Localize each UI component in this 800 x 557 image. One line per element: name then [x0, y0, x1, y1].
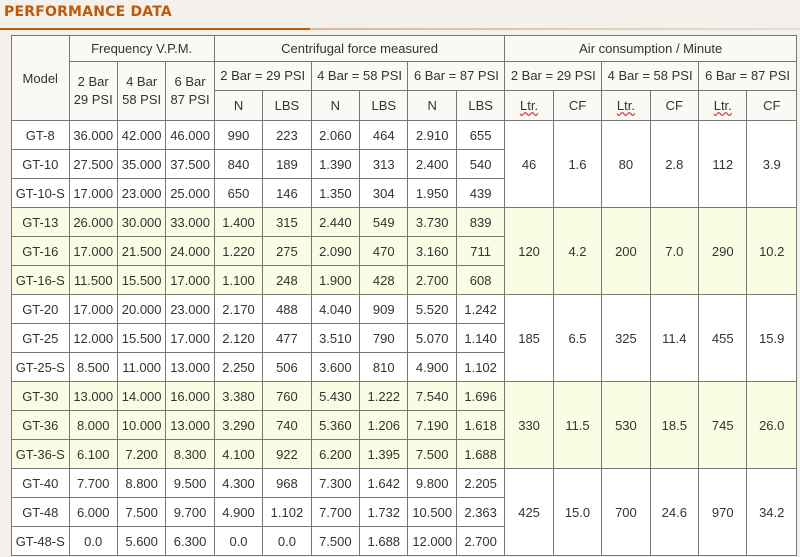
air-2bar-cf-cell: 1.6 — [553, 121, 601, 208]
table-row — [12, 295, 797, 324]
air-2bar-cf-cell: 4.2 — [553, 208, 601, 295]
air-6bar-ltr-cell: 745 — [699, 382, 747, 469]
air-6bar-ltr-cell: 290 — [699, 208, 747, 295]
force-2bar-lbs-cell: 968 — [263, 469, 311, 498]
unit-header: Ltr. — [505, 91, 553, 121]
air-pressure-header: 6 Bar = 87 PSI — [699, 62, 797, 91]
force-4bar-lbs-cell: 464 — [360, 121, 408, 150]
force-2bar-lbs-cell: 223 — [263, 121, 311, 150]
unit-header: N — [311, 91, 359, 121]
air-4bar-cf-cell: 11.4 — [650, 295, 698, 382]
freq-4bar-cell: 7.500 — [117, 498, 165, 527]
force-2bar-n-cell: 2.120 — [214, 324, 262, 353]
unit-header: LBS — [456, 91, 504, 121]
freq-6bar-cell: 8.300 — [166, 440, 214, 469]
force-6bar-n-cell: 3.730 — [408, 208, 456, 237]
freq-6bar-cell: 13.000 — [166, 411, 214, 440]
force-6bar-lbs-cell: 655 — [456, 121, 504, 150]
freq-2bar-cell: 6.100 — [69, 440, 117, 469]
model-cell: GT-8 — [12, 121, 70, 150]
force-4bar-n-cell: 2.440 — [311, 208, 359, 237]
force-2bar-n-cell: 990 — [214, 121, 262, 150]
freq-2bar-cell: 17.000 — [69, 179, 117, 208]
unit-header: CF — [650, 91, 698, 121]
table-header — [12, 36, 797, 121]
air-6bar-cf-cell: 34.2 — [747, 469, 797, 556]
force-4bar-n-cell: 6.200 — [311, 440, 359, 469]
air-6bar-cf-cell: 3.9 — [747, 121, 797, 208]
freq-4bar-cell: 23.000 — [117, 179, 165, 208]
freq-6bar-cell: 13.000 — [166, 353, 214, 382]
freq-4bar-cell: 10.000 — [117, 411, 165, 440]
freq-pressure-header: 2 Bar 29 PSI — [69, 62, 117, 121]
force-6bar-n-cell: 12.000 — [408, 527, 456, 556]
model-header: Model — [12, 36, 70, 121]
air-4bar-ltr-cell: 325 — [602, 295, 650, 382]
title-underline — [0, 28, 800, 30]
unit-header: N — [214, 91, 262, 121]
force-6bar-n-cell: 4.900 — [408, 353, 456, 382]
air-2bar-cf-cell: 15.0 — [553, 469, 601, 556]
freq-2bar-cell: 12.000 — [69, 324, 117, 353]
force-6bar-lbs-cell: 2.205 — [456, 469, 504, 498]
force-6bar-n-cell: 9.800 — [408, 469, 456, 498]
force-4bar-n-cell: 4.040 — [311, 295, 359, 324]
freq-4bar-cell: 7.200 — [117, 440, 165, 469]
force-2bar-lbs-cell: 0.0 — [263, 527, 311, 556]
force-6bar-lbs-cell: 2.700 — [456, 527, 504, 556]
force-2bar-lbs-cell: 189 — [263, 150, 311, 179]
freq-6bar-cell: 25.000 — [166, 179, 214, 208]
freq-4bar-cell: 14.000 — [117, 382, 165, 411]
model-cell: GT-48-S — [12, 527, 70, 556]
air-2bar-ltr-cell: 46 — [505, 121, 553, 208]
force-4bar-lbs-cell: 1.222 — [360, 382, 408, 411]
air-4bar-cf-cell: 24.6 — [650, 469, 698, 556]
force-2bar-n-cell: 4.300 — [214, 469, 262, 498]
unit-header: N — [408, 91, 456, 121]
force-4bar-n-cell: 1.900 — [311, 266, 359, 295]
model-cell: GT-25-S — [12, 353, 70, 382]
force-6bar-lbs-cell: 1.618 — [456, 411, 504, 440]
force-2bar-lbs-cell: 315 — [263, 208, 311, 237]
force-4bar-lbs-cell: 909 — [360, 295, 408, 324]
air-4bar-ltr-cell: 200 — [602, 208, 650, 295]
force-2bar-n-cell: 2.250 — [214, 353, 262, 382]
force-6bar-n-cell: 1.950 — [408, 179, 456, 208]
force-4bar-n-cell: 5.430 — [311, 382, 359, 411]
table-row — [12, 208, 797, 237]
unit-header: CF — [747, 91, 797, 121]
air-2bar-ltr-cell: 425 — [505, 469, 553, 556]
force-6bar-lbs-cell: 608 — [456, 266, 504, 295]
force-6bar-n-cell: 2.910 — [408, 121, 456, 150]
freq-4bar-cell: 15.500 — [117, 266, 165, 295]
model-cell: GT-10-S — [12, 179, 70, 208]
freq-pressure-header: 6 Bar 87 PSI — [166, 62, 214, 121]
freq-4bar-cell: 35.000 — [117, 150, 165, 179]
force-4bar-n-cell: 2.060 — [311, 121, 359, 150]
force-6bar-n-cell: 5.520 — [408, 295, 456, 324]
force-4bar-lbs-cell: 1.642 — [360, 469, 408, 498]
air-4bar-ltr-cell: 530 — [602, 382, 650, 469]
freq-2bar-cell: 26.000 — [69, 208, 117, 237]
freq-4bar-cell: 20.000 — [117, 295, 165, 324]
model-cell: GT-25 — [12, 324, 70, 353]
freq-4bar-cell: 42.000 — [117, 121, 165, 150]
air-4bar-ltr-cell: 80 — [602, 121, 650, 208]
air-4bar-ltr-cell: 700 — [602, 469, 650, 556]
freq-4bar-cell: 5.600 — [117, 527, 165, 556]
air-6bar-ltr-cell: 112 — [699, 121, 747, 208]
force-4bar-n-cell: 1.390 — [311, 150, 359, 179]
freq-6bar-cell: 24.000 — [166, 237, 214, 266]
air-6bar-cf-cell: 26.0 — [747, 382, 797, 469]
table-row — [12, 121, 797, 150]
force-2bar-lbs-cell: 760 — [263, 382, 311, 411]
force-4bar-n-cell: 3.510 — [311, 324, 359, 353]
freq-pressure-header: 4 Bar 58 PSI — [117, 62, 165, 121]
freq-2bar-cell: 8.000 — [69, 411, 117, 440]
force-2bar-lbs-cell: 488 — [263, 295, 311, 324]
freq-6bar-cell: 46.000 — [166, 121, 214, 150]
freq-2bar-cell: 7.700 — [69, 469, 117, 498]
air-2bar-cf-cell: 6.5 — [553, 295, 601, 382]
model-cell: GT-36-S — [12, 440, 70, 469]
force-6bar-n-cell: 7.500 — [408, 440, 456, 469]
freq-4bar-cell: 30.000 — [117, 208, 165, 237]
force-4bar-n-cell: 7.700 — [311, 498, 359, 527]
freq-2bar-cell: 8.500 — [69, 353, 117, 382]
force-4bar-lbs-cell: 470 — [360, 237, 408, 266]
force-2bar-lbs-cell: 922 — [263, 440, 311, 469]
force-4bar-lbs-cell: 1.206 — [360, 411, 408, 440]
force-4bar-n-cell: 5.360 — [311, 411, 359, 440]
air-2bar-ltr-cell: 330 — [505, 382, 553, 469]
force-2bar-n-cell: 650 — [214, 179, 262, 208]
performance-table — [11, 35, 797, 556]
force-6bar-lbs-cell: 1.688 — [456, 440, 504, 469]
force-6bar-n-cell: 5.070 — [408, 324, 456, 353]
air-4bar-cf-cell: 7.0 — [650, 208, 698, 295]
force-6bar-n-cell: 2.400 — [408, 150, 456, 179]
table-row — [12, 469, 797, 498]
air-2bar-cf-cell: 11.5 — [553, 382, 601, 469]
force-2bar-lbs-cell: 740 — [263, 411, 311, 440]
freq-6bar-cell: 33.000 — [166, 208, 214, 237]
force-6bar-lbs-cell: 1.140 — [456, 324, 504, 353]
force-6bar-lbs-cell: 839 — [456, 208, 504, 237]
model-cell: GT-16-S — [12, 266, 70, 295]
unit-header: Ltr. — [699, 91, 747, 121]
cf-pressure-header: 2 Bar = 29 PSI — [214, 62, 311, 91]
force-2bar-n-cell: 3.290 — [214, 411, 262, 440]
freq-6bar-cell: 9.700 — [166, 498, 214, 527]
force-4bar-lbs-cell: 304 — [360, 179, 408, 208]
model-cell: GT-13 — [12, 208, 70, 237]
model-cell: GT-10 — [12, 150, 70, 179]
freq-2bar-cell: 0.0 — [69, 527, 117, 556]
force-4bar-n-cell: 7.500 — [311, 527, 359, 556]
air-pressure-header: 4 Bar = 58 PSI — [602, 62, 699, 91]
air-6bar-ltr-cell: 970 — [699, 469, 747, 556]
force-2bar-n-cell: 2.170 — [214, 295, 262, 324]
model-cell: GT-16 — [12, 237, 70, 266]
freq-6bar-cell: 37.500 — [166, 150, 214, 179]
freq-2bar-cell: 17.000 — [69, 295, 117, 324]
force-6bar-n-cell: 2.700 — [408, 266, 456, 295]
model-cell: GT-20 — [12, 295, 70, 324]
air-6bar-cf-cell: 15.9 — [747, 295, 797, 382]
centrifugal-header: Centrifugal force measured — [214, 36, 505, 62]
force-2bar-n-cell: 1.400 — [214, 208, 262, 237]
force-4bar-n-cell: 7.300 — [311, 469, 359, 498]
force-4bar-lbs-cell: 1.395 — [360, 440, 408, 469]
force-6bar-lbs-cell: 1.102 — [456, 353, 504, 382]
force-2bar-lbs-cell: 275 — [263, 237, 311, 266]
freq-2bar-cell: 17.000 — [69, 237, 117, 266]
freq-2bar-cell: 6.000 — [69, 498, 117, 527]
freq-4bar-cell: 15.500 — [117, 324, 165, 353]
freq-6bar-cell: 17.000 — [166, 266, 214, 295]
freq-6bar-cell: 23.000 — [166, 295, 214, 324]
force-6bar-n-cell: 7.190 — [408, 411, 456, 440]
force-6bar-lbs-cell: 1.696 — [456, 382, 504, 411]
air-2bar-ltr-cell: 120 — [505, 208, 553, 295]
force-4bar-lbs-cell: 1.732 — [360, 498, 408, 527]
force-2bar-n-cell: 840 — [214, 150, 262, 179]
air-6bar-cf-cell: 10.2 — [747, 208, 797, 295]
freq-2bar-cell: 13.000 — [69, 382, 117, 411]
unit-header: LBS — [263, 91, 311, 121]
frequency-header: Frequency V.P.M. — [69, 36, 214, 62]
force-4bar-n-cell: 1.350 — [311, 179, 359, 208]
force-4bar-n-cell: 2.090 — [311, 237, 359, 266]
unit-header: LBS — [360, 91, 408, 121]
force-2bar-n-cell: 4.100 — [214, 440, 262, 469]
force-2bar-n-cell: 1.100 — [214, 266, 262, 295]
air-4bar-cf-cell: 2.8 — [650, 121, 698, 208]
force-4bar-n-cell: 3.600 — [311, 353, 359, 382]
force-4bar-lbs-cell: 428 — [360, 266, 408, 295]
freq-2bar-cell: 11.500 — [69, 266, 117, 295]
force-6bar-n-cell: 7.540 — [408, 382, 456, 411]
force-4bar-lbs-cell: 313 — [360, 150, 408, 179]
page-title: PERFORMANCE DATA — [4, 4, 172, 20]
air-4bar-cf-cell: 18.5 — [650, 382, 698, 469]
freq-2bar-cell: 27.500 — [69, 150, 117, 179]
cf-pressure-header: 6 Bar = 87 PSI — [408, 62, 505, 91]
force-6bar-n-cell: 10.500 — [408, 498, 456, 527]
force-2bar-lbs-cell: 1.102 — [263, 498, 311, 527]
freq-6bar-cell: 6.300 — [166, 527, 214, 556]
air-consumption-header: Air consumption / Minute — [505, 36, 797, 62]
force-6bar-lbs-cell: 439 — [456, 179, 504, 208]
air-6bar-ltr-cell: 455 — [699, 295, 747, 382]
table-body — [12, 121, 797, 556]
freq-6bar-cell: 9.500 — [166, 469, 214, 498]
force-2bar-lbs-cell: 146 — [263, 179, 311, 208]
freq-2bar-cell: 36.000 — [69, 121, 117, 150]
model-cell: GT-48 — [12, 498, 70, 527]
force-6bar-lbs-cell: 711 — [456, 237, 504, 266]
force-4bar-lbs-cell: 810 — [360, 353, 408, 382]
force-2bar-n-cell: 3.380 — [214, 382, 262, 411]
force-4bar-lbs-cell: 1.688 — [360, 527, 408, 556]
force-6bar-lbs-cell: 1.242 — [456, 295, 504, 324]
freq-4bar-cell: 8.800 — [117, 469, 165, 498]
freq-6bar-cell: 16.000 — [166, 382, 214, 411]
unit-header: Ltr. — [602, 91, 650, 121]
force-6bar-lbs-cell: 2.363 — [456, 498, 504, 527]
air-2bar-ltr-cell: 185 — [505, 295, 553, 382]
force-2bar-lbs-cell: 477 — [263, 324, 311, 353]
force-6bar-lbs-cell: 540 — [456, 150, 504, 179]
table-row — [12, 382, 797, 411]
force-2bar-n-cell: 4.900 — [214, 498, 262, 527]
force-4bar-lbs-cell: 549 — [360, 208, 408, 237]
model-cell: GT-40 — [12, 469, 70, 498]
model-cell: GT-36 — [12, 411, 70, 440]
freq-4bar-cell: 21.500 — [117, 237, 165, 266]
force-4bar-lbs-cell: 790 — [360, 324, 408, 353]
freq-6bar-cell: 17.000 — [166, 324, 214, 353]
unit-header: CF — [553, 91, 601, 121]
freq-4bar-cell: 11.000 — [117, 353, 165, 382]
force-2bar-n-cell: 1.220 — [214, 237, 262, 266]
force-2bar-n-cell: 0.0 — [214, 527, 262, 556]
force-2bar-lbs-cell: 506 — [263, 353, 311, 382]
air-pressure-header: 2 Bar = 29 PSI — [505, 62, 602, 91]
model-cell: GT-30 — [12, 382, 70, 411]
force-2bar-lbs-cell: 248 — [263, 266, 311, 295]
cf-pressure-header: 4 Bar = 58 PSI — [311, 62, 408, 91]
force-6bar-n-cell: 3.160 — [408, 237, 456, 266]
